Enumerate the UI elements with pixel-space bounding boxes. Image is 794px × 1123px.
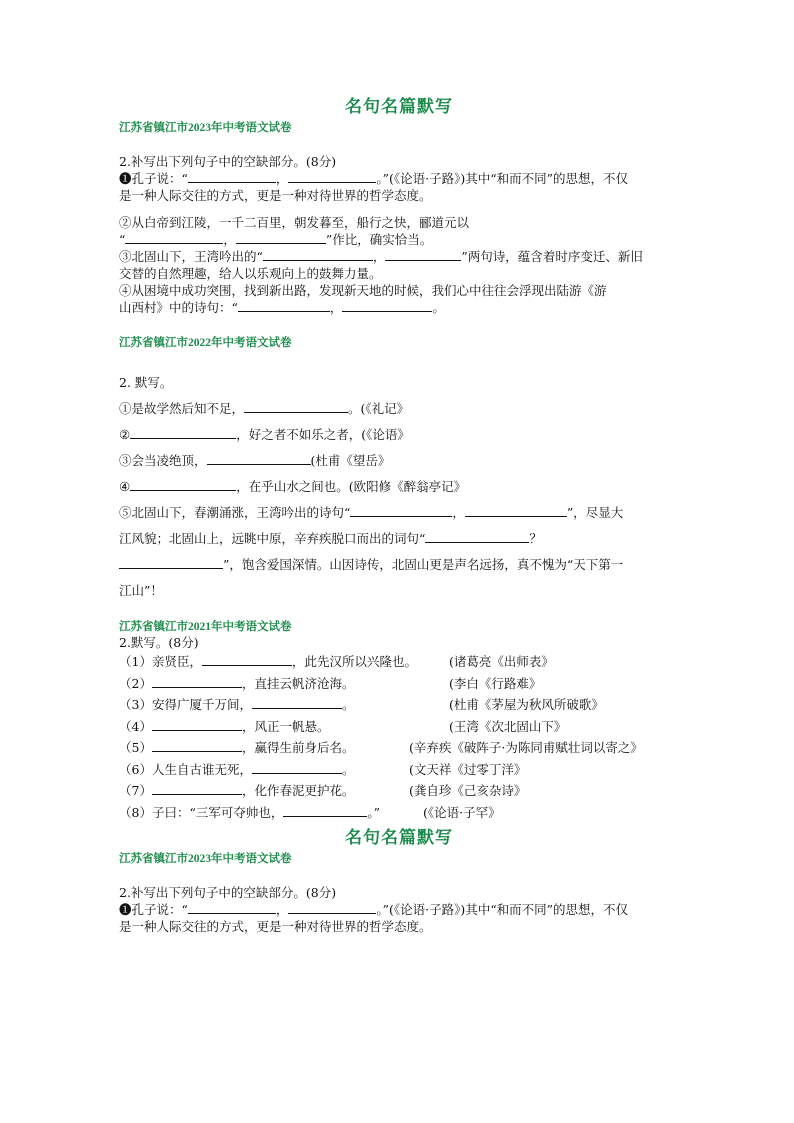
item-2021: （8）子曰：“三军可夺帅也， 。” (《论语·子罕》 [119,804,501,820]
answer-blank[interactable] [342,299,432,312]
answer-blank[interactable] [350,504,452,517]
answer-blank[interactable] [188,901,276,914]
item-2023-2: ②从白帝到江陵，一千二百里，朝发暮至，船行之快，郦道元以 “ ， ”作比，确实恰当。 [119,215,470,247]
answer-blank[interactable] [385,248,461,261]
answer-blank[interactable] [152,675,242,688]
answer-blank[interactable] [125,231,223,244]
answer-blank[interactable] [238,299,330,312]
answer-blank[interactable] [252,761,342,774]
answer-blank[interactable] [202,653,292,666]
answer-blank[interactable] [425,530,529,543]
answer-blank[interactable] [244,400,348,413]
item-2021: （6）人生自古谁无死， 。 (文天祥《过零丁洋》 [119,761,527,777]
item-2023-4: ④从困境中成功突围，找到新出路，发现新天地的时候，我们心中往往会浮现出陆游《游 山西村》中的诗句：“ ， 。 [119,283,607,315]
item-2022-4: ④ ，在乎山水之间也。(欧阳修《醉翁亭记》 [119,479,467,494]
answer-blank[interactable] [152,739,242,752]
item-2021: （1）亲贤臣， ，此先汉所以兴隆也。 (诸葛亮《出师表》 [119,654,554,669]
item-2023-1-repeat: ➊孔子说：“ ， 。”(《论语·子路》)其中“和而不同”的思想，不仅 是一种人际交往的方式，更是一种对待世界的哲学态度。 [119,902,629,934]
exam-title-2022: 江苏省镇江市2022年中考语文试卷 [119,337,292,349]
answer-blank[interactable] [465,504,567,517]
question-heading-2023: 2.补写出下列句子中的空缺部分。(8分) [119,154,337,169]
answer-blank[interactable] [152,718,242,731]
question-heading-2021: 2.默写。(8分) [119,635,199,650]
answer-blank[interactable] [152,782,242,795]
item-2021: （2） ，直挂云帆济沧海。 (李白《行路难》 [119,675,542,691]
item-2022-3: ③会当凌绝顶， (杜甫《望岳》 [119,453,391,468]
item-2021: （7） ，化作春泥更护花。 (龚自珍《己亥杂诗》 [119,783,527,798]
answer-blank[interactable] [188,170,276,183]
exam-title-2023: 江苏省镇江市2023年中考语文试卷 [119,122,292,134]
item-2023-1: ➊孔子说：“ ， 。”(《论语·子路》)其中“和而不同”的思想，不仅 是一种人际交往的方式，更是一种对待世界的哲学态度。 [119,171,629,203]
answer-blank[interactable] [119,556,223,569]
answer-blank[interactable] [252,696,342,709]
items-2021 [119,651,679,823]
question-heading-2022: 2. 默写。 [119,375,173,390]
answer-blank[interactable] [207,452,311,465]
exam-title-2023-repeat: 江苏省镇江市2023年中考语文试卷 [119,853,292,865]
item-2021: （5） ，赢得生前身后名。 (辛弃疾《破阵子·为陈同甫赋壮词以寄之》 [119,740,643,755]
answer-blank[interactable] [236,231,326,244]
item-2022-5: ⑤北固山下，春潮涌涨，王湾吟出的诗句“ ， ”，尽显大 江风貌；北固山上，远眺中原，辛弃疾脱口而出的词句“ ？ ”，饱含爱国深情。山因诗传，北固山更是声名远扬，真不愧为“天下第一 江山”！ [119,505,624,598]
question-heading-2023-repeat: 2.补写出下列句子中的空缺部分。(8分) [119,885,337,900]
page-title: 名句名篇默写 [345,97,453,117]
page-title-repeat: 名句名篇默写 [345,828,453,848]
answer-blank[interactable] [130,478,236,491]
item-2021: （3）安得广厦千万间， 。 (杜甫《茅屋为秋风所破歌》 [119,697,604,712]
answer-blank[interactable] [263,248,373,261]
answer-blank[interactable] [288,901,376,914]
answer-blank[interactable] [130,426,236,439]
document-page [119,92,679,935]
answer-blank[interactable] [283,804,367,817]
item-2023-3: ③北固山下，王湾吟出的“ ， ”两句诗，蕴含着时序变迁、新旧 交替的自然理趣，给人以乐观向上的鼓舞力量。 [119,249,643,281]
item-2022-1: ①是故学然后知不足， 。(《礼记》 [119,401,410,416]
exam-title-2021: 江苏省镇江市2021年中考语文试卷 [119,621,292,633]
item-2022-2: ② ，好之者不如乐之者，(《论语》 [119,427,410,442]
item-2021: （4） ，风正一帆悬。 (王湾《次北固山下》 [119,718,567,734]
answer-blank[interactable] [288,170,376,183]
